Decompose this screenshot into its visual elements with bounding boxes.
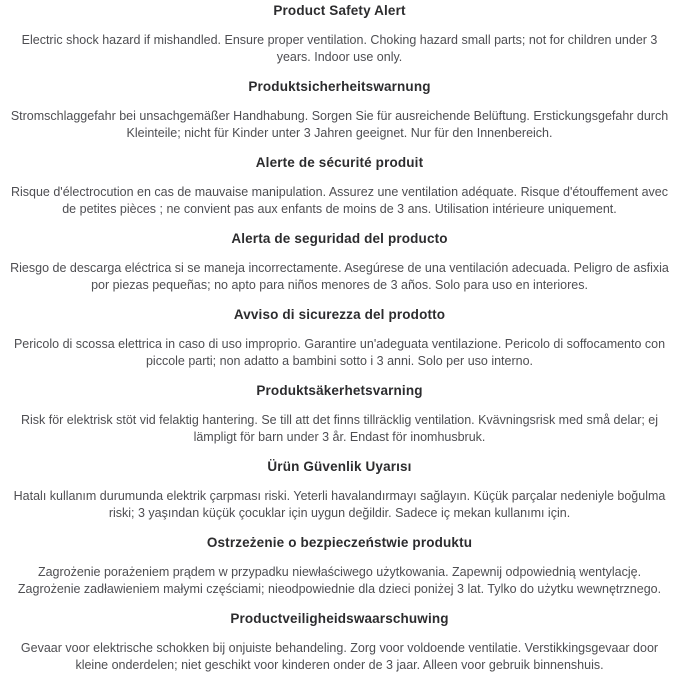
section-heading-es: Alerta de seguridad del producto [231,231,448,246]
section-body-en: Electric shock hazard if mishandled. Ensure proper ventilation. Choking hazard small parts; not for children under 3 years. Indoor use only. [21,33,658,64]
section-heading-sv: Produktsäkerhetsvarning [256,383,423,398]
safety-section-tr [5,459,674,522]
section-heading-de: Produktsicherheitswarnung [248,79,431,94]
safety-section-it [5,307,674,370]
section-body-pl: Zagrożenie porażeniem prądem w przypadku niewłaściwego użytkowania. Zapewnij odpowiednią wentylację. Zagrożenie zadławieniem małymi częściami; nieodpowiednie dla dzieci poniżej 3 lat. Tylko do użytku wewnętrznego. [17,565,662,596]
safety-section-pl [5,535,674,598]
section-body-es: Riesgo de descarga eléctrica si se maneja incorrectamente. Asegúrese de una ventilación adecuada. Peligro de asfixia por piezas pequeñas; no apto para niños menores de 3 años. Solo para uso en interiores. [10,261,669,292]
section-body-sv: Risk för elektrisk stöt vid felaktig hantering. Se till att det finns tillräcklig ventilation. Kvävningsrisk med små delar; ej lämpligt för barn under 3 år. Endast för inomhusbruk. [20,413,659,444]
section-heading-nl: Productveiligheidswaarschuwing [230,611,449,626]
section-heading-pl: Ostrzeżenie o bezpieczeństwie produktu [206,535,473,550]
section-body-nl: Gevaar voor elektrische schokken bij onjuiste behandeling. Zorg voor voldoende ventilatie. Verstikkingsgevaar door kleine onderdelen; niet geschikt voor kinderen onder de 3 jaar. Alleen voor gebruik binnenshuis. [20,641,659,672]
section-body-de: Stromschlaggefahr bei unsachgemäßer Handhabung. Sorgen Sie für ausreichende Belüftung. Erstickungsgefahr durch Kleinteile; nicht für Kinder unter 3 Jahren geeignet. Nur für den Innenbereich. [10,109,669,140]
section-heading-tr: Ürün Güvenlik Uyarısı [267,459,412,474]
safety-section-sv [5,383,674,446]
section-body-it: Pericolo di scossa elettrica in caso di uso improprio. Garantire un'adeguata ventilazione. Pericolo di soffocamento con piccole parti; non adatto a bambini sotto i 3 anni. Solo per uso interno. [13,337,666,368]
safety-section-de [5,79,674,142]
section-body-tr: Hatalı kullanım durumunda elektrik çarpması riski. Yeterli havalandırmayı sağlayın. Küçük parçalar nedeniyle boğulma riski; 3 yaşından küçük çocuklar için uygun değildir. Sadece iç mekan kullanımı için. [13,489,666,520]
safety-section-en [5,3,674,66]
section-body-fr: Risque d'électrocution en cas de mauvaise manipulation. Assurez une ventilation adéquate. Risque d'étouffement avec de petites pièces ; ne convient pas aux enfants de moins de 3 ans. Utilisation intérieure uniquement. [10,185,669,216]
section-heading-en: Product Safety Alert [273,3,406,18]
safety-section-fr [5,155,674,218]
safety-section-nl [5,611,674,674]
section-heading-fr: Alerte de sécurité produit [255,155,424,170]
safety-section-es [5,231,674,294]
section-heading-it: Avviso di sicurezza del prodotto [233,307,446,322]
